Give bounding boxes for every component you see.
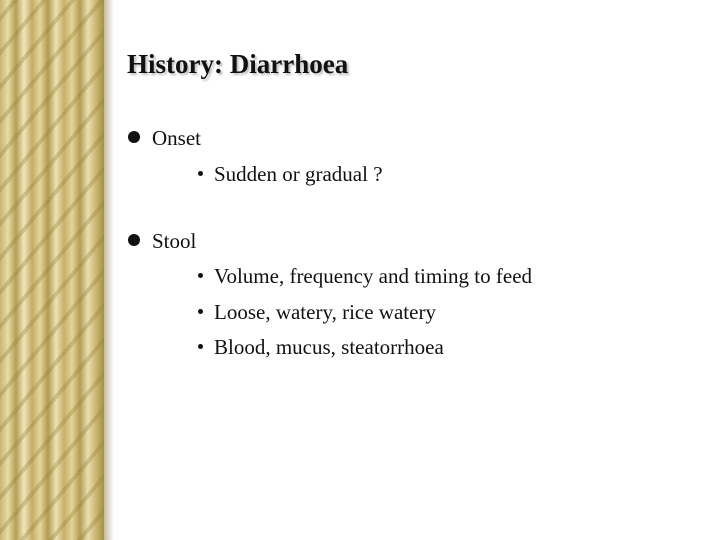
dot-bullet-icon — [198, 344, 203, 349]
sub-bullet-label: Sudden or gradual ? — [214, 162, 383, 186]
dot-bullet-icon — [198, 309, 203, 314]
decorative-side-strip — [0, 0, 104, 540]
dot-bullet-icon — [198, 273, 203, 278]
sub-bullet-label: Volume, frequency and timing to feed — [214, 264, 533, 288]
bullet-item-stool — [128, 229, 196, 254]
slide-title: History: Diarrhoea — [127, 49, 349, 79]
bullet-label: Stool — [152, 229, 197, 253]
sub-bullet-item — [198, 162, 383, 187]
sub-bullet-item — [198, 335, 444, 360]
bullet-item-onset — [128, 126, 201, 151]
bullet-label: Onset — [152, 126, 201, 150]
sub-bullet-item — [198, 264, 532, 289]
dot-bullet-icon — [198, 171, 203, 176]
round-bullet-icon — [128, 234, 140, 246]
sub-bullet-item — [198, 300, 436, 325]
sub-bullet-label: Loose, watery, rice watery — [214, 300, 436, 324]
round-bullet-icon — [128, 131, 140, 143]
sub-bullet-label: Blood, mucus, steatorrhoea — [214, 335, 444, 359]
